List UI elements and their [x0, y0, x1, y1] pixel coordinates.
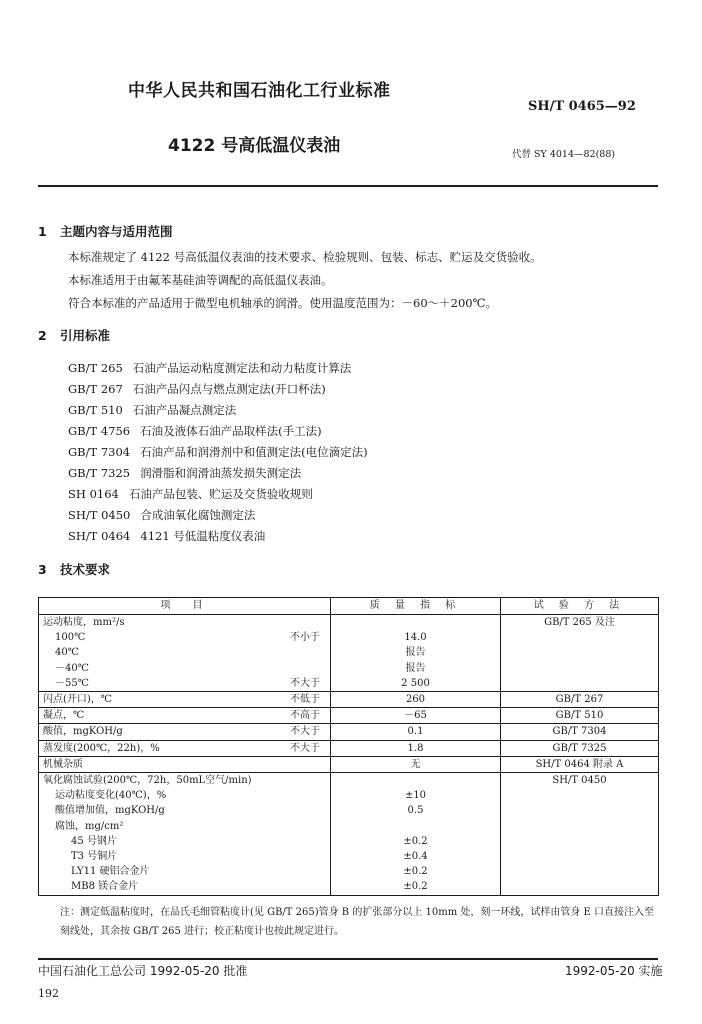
table-row [39, 740, 659, 756]
table-row [39, 803, 659, 818]
table-row [39, 645, 659, 660]
reference-code: SH/T 0450 [68, 508, 131, 522]
test-method-cell [501, 879, 659, 895]
table-row [39, 708, 659, 724]
section-3-heading [38, 560, 110, 578]
replaces-note: 代替 SY 4014—82(88) [512, 149, 616, 160]
table-row [39, 615, 659, 631]
section-number: 2 [38, 328, 47, 343]
quality-value-cell: 报告 [331, 661, 501, 676]
reference-name: 石油产品运动粘度测定法和动力粘度计算法 [132, 361, 352, 375]
reference-code: GB/T 7304 [68, 445, 131, 459]
item-cell [39, 724, 331, 740]
test-method-cell [501, 819, 659, 834]
table-row [39, 773, 659, 789]
reference-code: GB/T 267 [68, 382, 123, 396]
footer-divider [38, 958, 658, 960]
item-condition [320, 661, 326, 676]
item-cell [39, 819, 331, 834]
table-row [39, 661, 659, 676]
quality-value-cell: ±0.2 [331, 864, 501, 879]
item-name: T3 号铜片 [71, 851, 118, 863]
quality-value-cell: 260 [331, 692, 501, 708]
reference-name: 石油产品包装、贮运及交货验收规则 [128, 487, 313, 501]
item-condition [320, 849, 326, 864]
table-body [39, 615, 659, 896]
table-row [39, 692, 659, 708]
quality-value-cell: ±0.2 [331, 834, 501, 849]
reference-code: GB/T 265 [68, 361, 123, 375]
reference-code: SH/T 0464 [68, 529, 131, 543]
reference-name: 润滑脂和润滑油蒸发损失测定法 [140, 466, 302, 480]
item-cell [39, 773, 331, 789]
table-row [39, 756, 659, 772]
test-method-cell: GB/T 265 及注 [501, 615, 659, 631]
item-condition: 不低于 [290, 694, 320, 706]
reference-name: 4121 号低温粘度仪表油 [140, 529, 266, 543]
item-name: 100℃ [55, 632, 86, 644]
item-cell [39, 788, 331, 803]
page-number: 192 [38, 987, 59, 1000]
item-name: MB8 镁合金片 [71, 881, 139, 893]
test-method-cell: GB/T 267 [501, 692, 659, 708]
quality-value-cell: 14.0 [331, 630, 501, 645]
item-condition [320, 879, 326, 894]
item-condition [320, 788, 326, 803]
item-name: 45 号钢片 [71, 835, 117, 847]
table-row [39, 849, 659, 864]
test-method-cell [501, 645, 659, 660]
quality-value-cell: 1.8 [331, 740, 501, 756]
item-cell [39, 692, 331, 708]
test-method-cell [501, 834, 659, 849]
item-name: 运动粘度，mm²/s [43, 617, 125, 628]
test-method-cell [501, 864, 659, 879]
test-method-cell: GB/T 7304 [501, 724, 659, 740]
item-condition: 不大于 [290, 677, 320, 689]
item-name: 酸值，mgKOH/g [43, 726, 123, 738]
item-cell [39, 661, 331, 676]
table-row [39, 630, 659, 645]
quality-value-cell: 报告 [331, 645, 501, 660]
reference-name: 石油及液体石油产品取样法(手工法) [140, 424, 322, 438]
item-name: 闪点(开口)，℃ [43, 694, 112, 706]
item-name: 40℃ [55, 647, 79, 659]
technical-requirements-table [38, 597, 659, 896]
item-cell [39, 849, 331, 864]
column-header-method: 试 验 方 法 [501, 598, 659, 615]
test-method-cell: GB/T 510 [501, 708, 659, 724]
item-name: －40℃ [55, 662, 89, 674]
quality-value-cell: ±0.4 [331, 849, 501, 864]
test-method-cell: SH/T 0464 附录 A [501, 756, 659, 772]
item-condition [320, 773, 326, 788]
table-row [39, 676, 659, 692]
column-header-quality: 质 量 指 标 [331, 598, 501, 615]
item-condition [320, 819, 326, 834]
standard-category-heading: 中华人民共和国石油化工行业标准 [128, 81, 391, 101]
item-cell [39, 803, 331, 818]
item-condition [320, 615, 326, 630]
item-condition [320, 757, 326, 772]
section-1-heading [38, 222, 173, 240]
item-cell [39, 756, 331, 772]
section-1-paragraph: 符合本标准的产品适用于微型电机轴承的润滑。使用温度范围为：－60～＋200℃。 [68, 296, 497, 310]
test-method-cell [501, 630, 659, 645]
reference-code: GB/T 7325 [68, 466, 131, 480]
section-title: 主题内容与适用范围 [60, 224, 173, 239]
section-number: 3 [38, 562, 47, 577]
quality-value-cell: 无 [331, 756, 501, 772]
table-header-row [39, 598, 659, 615]
table-row [39, 819, 659, 834]
item-name: 腐蚀，mg/cm² [55, 820, 124, 832]
section-title: 技术要求 [60, 562, 111, 577]
test-method-cell [501, 849, 659, 864]
item-name: －55℃ [55, 677, 89, 689]
item-condition [320, 864, 326, 879]
reference-name: 石油产品闪点与燃点测定法(开口杯法) [132, 382, 326, 396]
item-cell [39, 645, 331, 660]
reference-standard [68, 465, 301, 481]
item-cell [39, 879, 331, 895]
quality-value-cell [331, 615, 501, 631]
item-condition: 不大于 [290, 742, 320, 754]
reference-standard [68, 423, 322, 439]
column-header-item: 项 目 [39, 598, 331, 615]
item-cell [39, 676, 331, 692]
table-row [39, 864, 659, 879]
item-cell [39, 740, 331, 756]
quality-value-cell: 0.1 [331, 724, 501, 740]
test-method-cell: SH/T 0450 [501, 773, 659, 789]
reference-standard [68, 528, 265, 544]
test-method-cell [501, 676, 659, 692]
section-number: 1 [38, 224, 47, 239]
reference-name: 石油产品凝点测定法 [132, 403, 237, 417]
item-cell [39, 834, 331, 849]
test-method-cell: GB/T 7325 [501, 740, 659, 756]
quality-value-cell [331, 773, 501, 789]
item-name: LY11 硬铝合金片 [71, 866, 150, 878]
item-name: 凝点，℃ [43, 710, 85, 722]
reference-standard [68, 381, 326, 397]
reference-name: 合成油氧化腐蚀测定法 [140, 508, 256, 522]
table-row [39, 724, 659, 740]
reference-code: SH 0164 [68, 487, 119, 501]
quality-value-cell: ±0.2 [331, 879, 501, 895]
table-note: 注：测定低温粘度时，在品氏毛细管粘度计(见 GB/T 265)管身 B 的扩张部分以上 10mm 处，刻一环线，试样由管身 E 口直接注入至刻线处，其余按 GB/T 265 进行；校正粘度计也按此规定进行。 [60, 907, 655, 937]
reference-name: 石油产品和润滑剂中和值测定法(电位滴定法) [140, 445, 368, 459]
header-divider [38, 185, 658, 187]
reference-standard [68, 486, 313, 502]
item-condition: 不大于 [290, 726, 320, 738]
item-condition: 不高于 [290, 710, 320, 722]
reference-standard [68, 402, 236, 418]
item-cell [39, 708, 331, 724]
item-condition [320, 834, 326, 849]
approval-line: 中国石油化工总公司 1992-05-20 批准 [38, 964, 248, 978]
item-condition [320, 803, 326, 818]
reference-standard [68, 444, 368, 460]
item-cell [39, 864, 331, 879]
section-title: 引用标准 [60, 328, 111, 343]
quality-value-cell: －65 [331, 708, 501, 724]
reference-code: GB/T 4756 [68, 424, 131, 438]
test-method-cell [501, 788, 659, 803]
section-2-heading [38, 326, 110, 344]
quality-value-cell [331, 819, 501, 834]
standard-number: SH/T 0465—92 [528, 99, 636, 114]
table-row [39, 788, 659, 803]
item-name: 氧化腐蚀试验(200℃，72h，50mL空气/min) [43, 775, 252, 787]
table-row [39, 879, 659, 895]
reference-standard [68, 507, 255, 523]
item-name: 运动粘度变化(40℃)，% [55, 790, 167, 802]
item-condition [320, 645, 326, 660]
item-condition: 不小于 [290, 632, 320, 644]
document-title: 4122 号高低温仪表油 [168, 136, 341, 156]
table-row [39, 834, 659, 849]
test-method-cell [501, 803, 659, 818]
quality-value-cell: ±10 [331, 788, 501, 803]
test-method-cell [501, 661, 659, 676]
item-name: 蒸发度(200℃，22h)，% [43, 742, 160, 754]
quality-value-cell: 0.5 [331, 803, 501, 818]
section-1-paragraph: 本标准适用于由氟苯基硅油等调配的高低温仪表油。 [68, 273, 333, 287]
reference-standard [68, 360, 351, 376]
quality-value-cell: 2 500 [331, 676, 501, 692]
implementation-date: 1992-05-20 实施 [565, 964, 663, 978]
section-1-paragraph: 本标准规定了 4122 号高低温仪表油的技术要求、检验规则、包装、标志、贮运及交货验收。 [68, 250, 542, 264]
item-name: 机械杂质 [43, 758, 83, 770]
item-name: 酸值增加值，mgKOH/g [55, 805, 165, 817]
item-cell [39, 615, 331, 631]
reference-code: GB/T 510 [68, 403, 123, 417]
item-cell [39, 630, 331, 645]
